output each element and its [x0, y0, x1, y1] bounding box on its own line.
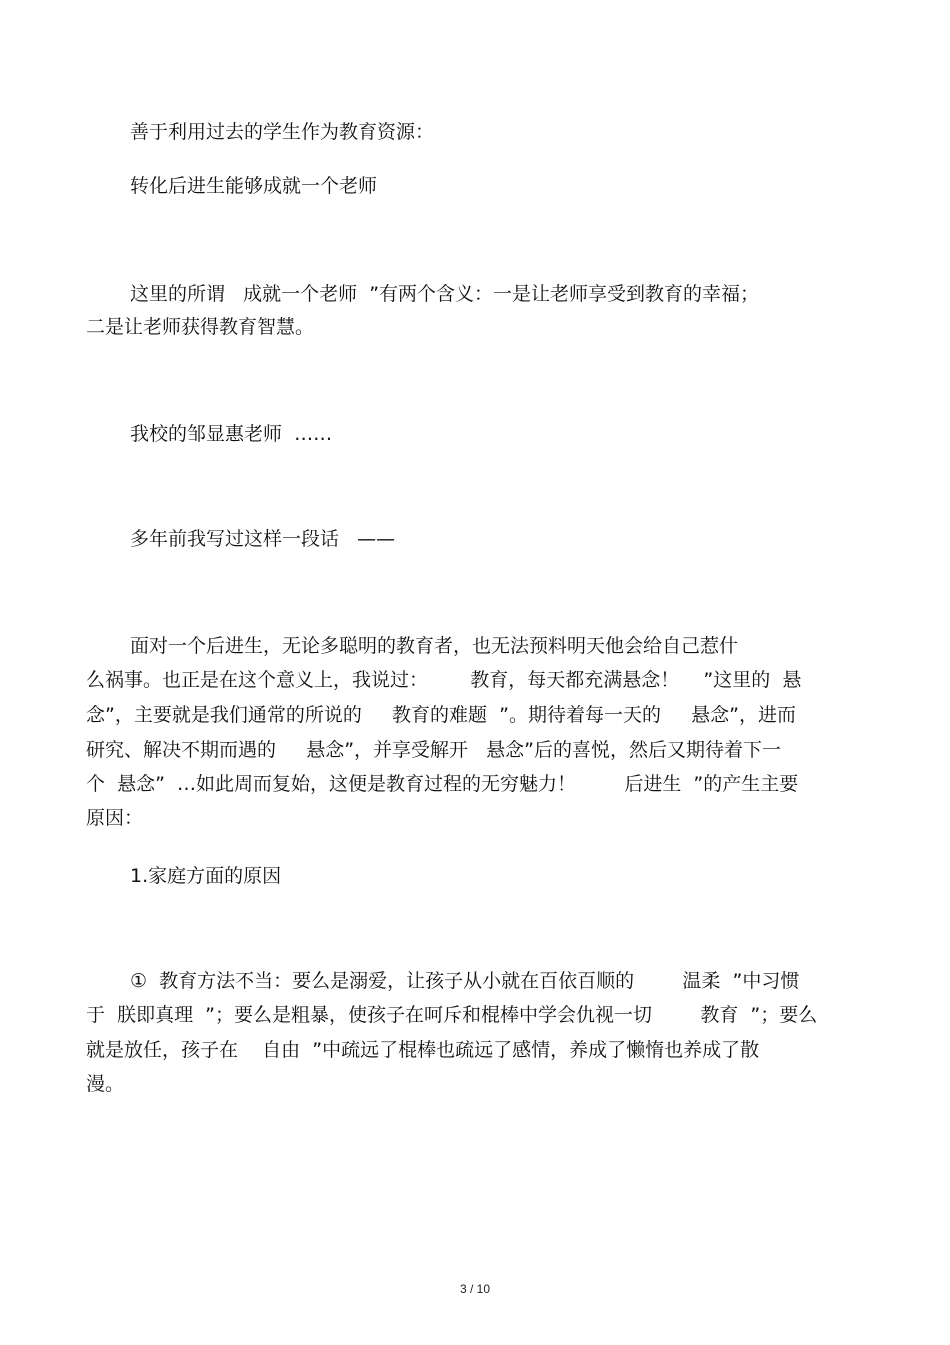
paragraph-line: 多年前我写过这样一段话 —— [130, 528, 396, 550]
paragraph-line: 研究、解决不期而遇的 悬念”，并享受解开 悬念”后的喜悦，然后又期待着下一 [86, 739, 782, 761]
paragraph-line: 面对一个后进生，无论多聪明的教育者，也无法预料明天他会给自己惹什 [130, 635, 739, 657]
paragraph-line: 这里的所谓 成就一个老师 ”有两个含义：一是让老师享受到教育的幸福； [130, 283, 760, 305]
paragraph-line: 漫。 [86, 1073, 125, 1095]
paragraph-line: 于 朕即真理 ”；要么是粗暴，使孩子在呵斥和棍棒中学会仇视一切 教育 ”；要么 [86, 1004, 818, 1026]
paragraph-line: 善于利用过去的学生作为教育资源： [130, 121, 435, 143]
paragraph-line: 念”，主要就是我们通常的所说的 教育的难题 ”。期待着每一天的 悬念”，进而 [86, 704, 797, 726]
page-number: 3 / 10 [459, 1282, 491, 1296]
paragraph-line: 么祸事。也正是在这个意义上，我说过： 教育，每天都充满悬念！ ”这里的 悬 [86, 669, 802, 691]
paragraph-line: ① 教育方法不当：要么是溺爱，让孩子从小就在百依百顺的 温柔 ”中习惯 [130, 970, 800, 992]
paragraph-line: 就是放任，孩子在 自由 ”中疏远了棍棒也疏远了感情，养成了懒惰也养成了散 [86, 1039, 760, 1061]
paragraph-line: 转化后进生能够成就一个老师 [130, 175, 378, 197]
paragraph-line: 原因： [86, 807, 144, 829]
paragraph-line: 1.家庭方面的原因 [130, 865, 282, 887]
paragraph-line: 二是让老师获得教育智慧。 [86, 316, 315, 338]
paragraph-line: 我校的邹显惠老师 …… [130, 423, 333, 445]
paragraph-line: 个 悬念” …如此周而复始，这便是教育过程的无穷魅力！ 后进生 ”的产生主要 [86, 773, 799, 795]
